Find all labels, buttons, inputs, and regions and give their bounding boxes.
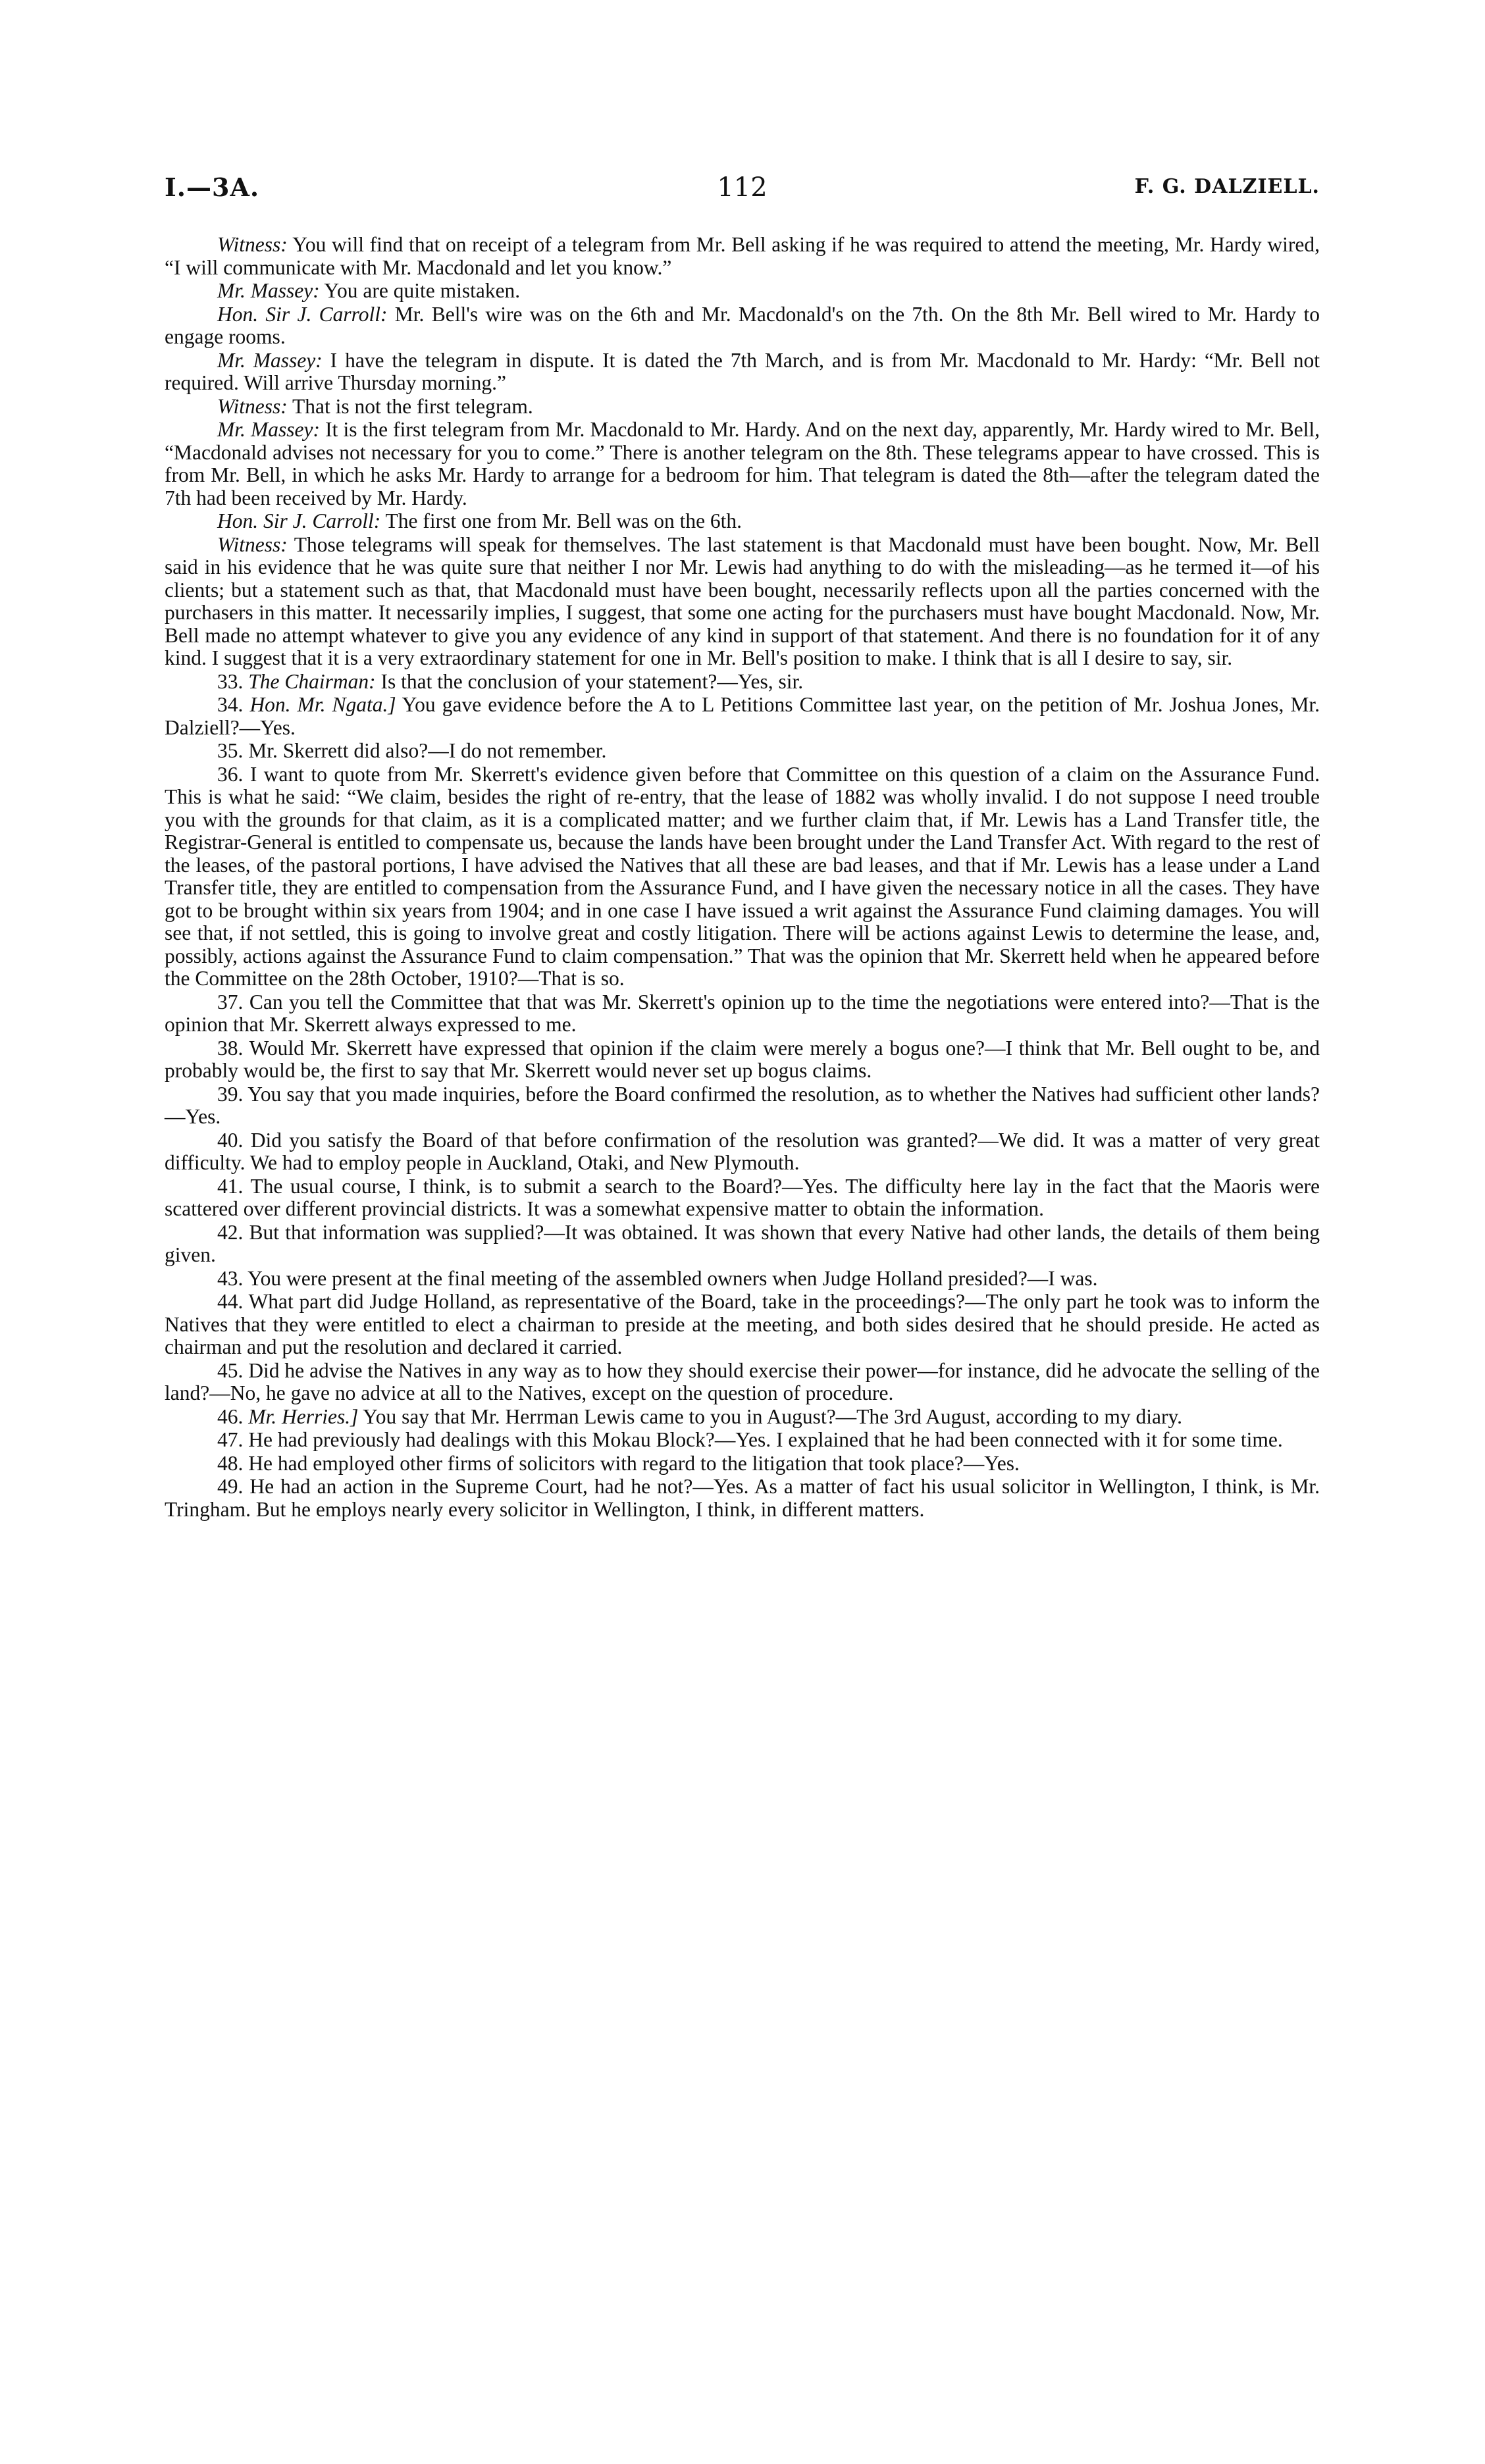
paragraph-text: 38. Would Mr. Skerrett have expressed that opinion if the claim were merely a bogus one?—I think that Mr. Bell ought to be, and probably would be, the first to say that Mr. Skerrett would never set up bogus claims. xyxy=(165,1036,1320,1082)
question-47 xyxy=(165,1429,1320,1452)
paragraph xyxy=(165,534,1320,670)
question-44 xyxy=(165,1291,1320,1359)
question-36 xyxy=(165,763,1320,990)
paragraph-text: You will find that on receipt of a telegram from Mr. Bell asking if he was required to attend the meeting, Mr. Hardy wired, “I will communicate with Mr. Macdonald and let you know.” xyxy=(165,233,1320,279)
question-45 xyxy=(165,1360,1320,1405)
paragraph-text: 47. He had previously had dealings with this Mokau Block?—Yes. I explained that he had been connected with it for some time. xyxy=(217,1428,1283,1451)
evidence-text xyxy=(165,234,1320,1522)
speaker: Witness: xyxy=(217,233,288,256)
question-42 xyxy=(165,1221,1320,1267)
paragraph-text: 39. You say that you made inquiries, before the Board confirmed the resolution, as to whether the Natives had sufficient other lands?—Yes. xyxy=(165,1082,1320,1128)
question-41 xyxy=(165,1175,1320,1221)
page-header xyxy=(165,172,1320,212)
paper-reference: I.—3A. xyxy=(165,172,260,202)
speaker: Hon. Sir J. Carroll: xyxy=(217,302,388,326)
paragraph-text: 42. But that information was supplied?—It was obtained. It was shown that every Native had other lands, the details of them being given. xyxy=(165,1220,1320,1266)
paragraph-text: 43. You were present at the final meeting of the assembled owners when Judge Holland presided?—I was. xyxy=(217,1266,1098,1290)
paragraph xyxy=(165,280,1320,303)
paragraph-text: 49. He had an action in the Supreme Court, had he not?—Yes. As a matter of fact his usual solicitor in Wellington, I think, is Mr. Tringham. But he employs nearly every solicitor in Wellington, I think, in different matters. xyxy=(165,1475,1320,1521)
question-33 xyxy=(165,671,1320,694)
question-37 xyxy=(165,991,1320,1037)
paragraph-text: 37. Can you tell the Committee that that was Mr. Skerrett's opinion up to the time the negotiations were entered into?—That is the opinion that Mr. Skerrett always expressed to me. xyxy=(165,990,1320,1036)
speaker: Hon. Mr. Ngata.] xyxy=(249,693,396,716)
paragraph xyxy=(165,419,1320,509)
speaker: The Chairman: xyxy=(248,669,376,693)
paragraph xyxy=(165,303,1320,349)
paragraph-text: 48. He had employed other firms of solicitors with regard to the litigation that took place?—Yes. xyxy=(217,1451,1020,1475)
paragraph-text: You say that Mr. Herrman Lewis came to you in August?—The 3rd August, according to my diary. xyxy=(358,1404,1183,1428)
paragraph xyxy=(165,349,1320,395)
paragraph-text: 44. What part did Judge Holland, as representative of the Board, take in the proceedings?—The only part he took was to inform the Natives that they were entitled to elect a chairman to preside at the meeting, and both sides desired that he should preside. He acted as chairman and put the resolution and declared it carried. xyxy=(165,1290,1320,1358)
paragraph xyxy=(165,396,1320,419)
question-35 xyxy=(165,740,1320,763)
paragraph-text: You are quite mistaken. xyxy=(319,279,521,302)
paragraph-text: The first one from Mr. Bell was on the 6th. xyxy=(380,509,742,532)
paragraph-text: 36. I want to quote from Mr. Skerrett's evidence given before that Committee on this question of a claim on the Assurance Fund. This is what he said: “We claim, besides the right of re-entry, that the lease of 1882 was wholly invalid. I do not suppose I need trouble you with the grounds for that claim, as it is a complicated matter; and we further claim that, if Mr. Lewis has a Land Transfer title, the Registrar-General is entitled to compensate us, because the lands have been brought under the Land Transfer Act. With regard to the rest of the leases, of the pastoral portions, I have advised the Natives that all these are bad leases, and that if Mr. Lewis has a lease under a Land Transfer title, they are entitled to compensation from the Assurance Fund, and I have given the necessary notice in all the cases. They have got to be brought within six years from 1904; and in one case I have issued a writ against the Assurance Fund claiming damages. You will see that, if not settled, this is going to involve great and costly litigation. There will be actions against Lewis to determine the lease, and, possibly, actions against the Assurance Fund to claim compensation.” That was the opinion that Mr. Skerrett held when he appeared before the Committee on the 28th October, 1910?—That is so. xyxy=(165,762,1320,990)
speaker: Mr. Herries.] xyxy=(248,1404,359,1428)
speaker: Witness: xyxy=(217,532,288,556)
witness-name: F. G. DALZIELL. xyxy=(1134,175,1320,198)
question-38 xyxy=(165,1037,1320,1083)
question-39 xyxy=(165,1083,1320,1129)
speaker: Mr. Massey: xyxy=(217,418,320,441)
paragraph-text: 35. Mr. Skerrett did also?—I do not remember. xyxy=(217,739,607,762)
speaker: Mr. Massey: xyxy=(217,279,320,302)
paragraph-text: It is the first telegram from Mr. Macdonald to Mr. Hardy. And on the next day, apparently, Mr. Hardy wired to Mr. Bell, “Macdonald advises not necessary for you to come.” There is another telegram on the 8th. These telegrams appear to have crossed. This is from Mr. Bell, in which he asks Mr. Hardy to arrange for a bedroom for him. That telegram is dated the 8th—after the telegram dated the 7th had been received by Mr. Hardy. xyxy=(165,418,1320,509)
document-page xyxy=(165,0,1320,2464)
question-49 xyxy=(165,1476,1320,1521)
paragraph-text: 41. The usual course, I think, is to submit a search to the Board?—Yes. The difficulty here lay in the fact that the Maoris were scattered over different provincial districts. It was a somewhat expensive matter to obtain the information. xyxy=(165,1174,1320,1220)
paragraph-text: 40. Did you satisfy the Board of that before confirmation of the resolution was granted?—We did. It was a matter of very great difficulty. We had to employ people in Auckland, Otaki, and New Plymouth. xyxy=(165,1128,1320,1174)
question-number: 33. xyxy=(217,669,249,693)
paragraph-text: You gave evidence before the A to L Petitions Committee last year, on the petition of Mr. Joshua Jones, Mr. Dalziell?—Yes. xyxy=(165,693,1320,739)
speaker: Mr. Massey: xyxy=(217,348,323,372)
paragraph xyxy=(165,510,1320,533)
page-number: 112 xyxy=(717,172,768,203)
question-48 xyxy=(165,1452,1320,1476)
question-46 xyxy=(165,1406,1320,1429)
question-34 xyxy=(165,694,1320,739)
speaker: Witness: xyxy=(217,394,288,418)
paragraph-text: Those telegrams will speak for themselves. The last statement is that Macdonald must have been bought. Now, Mr. Bell said in his evidence that he was quite sure that neither I nor Mr. Lewis had anything to do with the misleading—as he termed it—of his clients; but a statement such as that, that Macdonald must have been bought, necessarily reflects upon all the parties concerned with the purchasers in this matter. It necessarily implies, I suggest, that some one acting for the purchasers must have bought Macdonald. Now, Mr. Bell made no attempt whatever to give you any evidence of any kind in support of that statement. And there is no foundation for it of any kind. I suggest that it is a very extraordinary statement for one in Mr. Bell's position to make. I think that is all I desire to say, sir. xyxy=(165,532,1320,669)
question-number: 46. xyxy=(217,1404,249,1428)
paragraph-text: I have the telegram in dispute. It is dated the 7th March, and is from Mr. Macdonald to Mr. Hardy: “Mr. Bell not required. Will arrive Thursday morning.” xyxy=(165,348,1320,394)
speaker: Hon. Sir J. Carroll: xyxy=(217,509,381,532)
paragraph-text: Mr. Bell's wire was on the 6th and Mr. Macdonald's on the 7th. On the 8th Mr. Bell wired to Mr. Hardy to engage rooms. xyxy=(165,302,1320,348)
paragraph-text: 45. Did he advise the Natives in any way as to how they should exercise their power—for instance, did he advocate the selling of the land?—No, he gave no advice at all to the Natives, except on the question of procedure. xyxy=(165,1358,1320,1404)
paragraph-text: Is that the conclusion of your statement?—Yes, sir. xyxy=(375,669,804,693)
question-number: 34. xyxy=(217,693,250,716)
question-40 xyxy=(165,1129,1320,1175)
paragraph xyxy=(165,234,1320,279)
paragraph-text: That is not the first telegram. xyxy=(287,394,533,418)
question-43 xyxy=(165,1268,1320,1291)
